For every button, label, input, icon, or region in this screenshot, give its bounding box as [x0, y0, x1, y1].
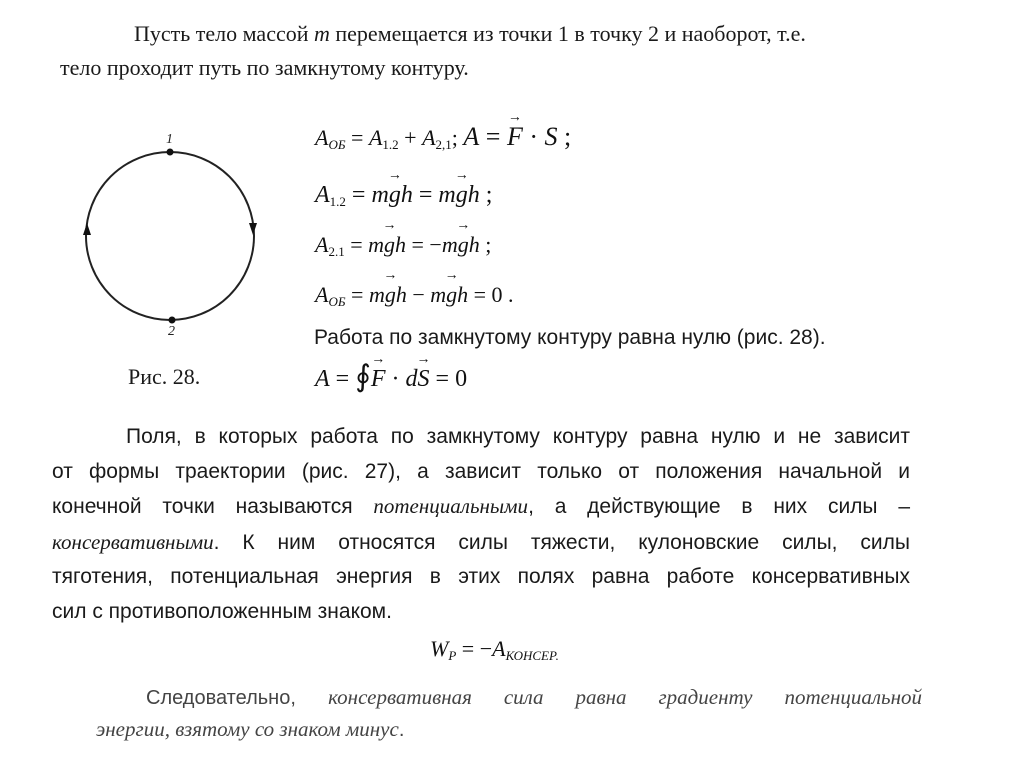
formula-work-2-1: $A_{2.1} = m\to$ gh = −m→ gh ; [315, 232, 491, 265]
paragraph-line-4: консервативными. К ним относятся силы тяжести, кулоновские силы, силы [52, 529, 910, 554]
point-2-dot [169, 317, 176, 324]
point-2-label: 2 [168, 324, 175, 339]
conclusion-line-1: Следовательно, консервативная сила равна градиенту потенциальной [146, 685, 922, 709]
intro-line-2: тело проходит путь по замкнутому контуру. [60, 55, 469, 80]
paragraph-line-2: от формы траектории (рис. 27), а зависит только от положения начальной и [52, 459, 910, 483]
intro-line-1: Пусть тело массой m перемещается из точки 1 в точку 2 и наоборот, т.е. [134, 21, 806, 46]
contour-circle [86, 152, 254, 320]
figure-caption: Рис. 28. [128, 364, 201, 389]
point-1-dot [167, 149, 174, 156]
point-1-label: 1 [166, 132, 173, 147]
formula-work-total: $A_{ОБ} = A_{1.2} + A_{2,1}$; A = → F · S ; [315, 124, 571, 158]
conclusion-paragraph [96, 682, 922, 746]
paragraph-line-3: конечной точки называются потенциальными, а действующие в них силы – [52, 494, 910, 518]
conclusion-line-2: энергии, взятому со знаком минус. [96, 717, 405, 741]
formula-work-total-zero: $A_{ОБ} = m\to$ gh − m→ gh = 0 . [315, 282, 514, 315]
closed-loop-sentence: Работа по замкнутому контуру равна нулю (рис. 28). [314, 326, 826, 349]
closed-contour-figure [78, 125, 278, 345]
arrow-up-icon [83, 223, 91, 235]
arrow-down-icon [249, 223, 257, 235]
paragraph-line-6: сил с противоположенным знаком. [52, 599, 392, 623]
formula-potential-energy: $W_P = -A_{КОНСЕР.}$ [430, 636, 559, 663]
paragraph-line-5: тяготения, потенциальная энергия в этих полях равна работе консервативных [52, 565, 910, 588]
formula-contour-integral: A = ∮→ F · d→ S = 0 [315, 364, 467, 392]
potential-fields-paragraph [52, 420, 910, 629]
paragraph-line-1: Поля, в которых работа по замкнутому контуру равна нулю и не зависит [126, 425, 910, 448]
formula-work-1-2: $A_{1.2} = m\to$ gh = m→ gh ; [315, 182, 492, 215]
